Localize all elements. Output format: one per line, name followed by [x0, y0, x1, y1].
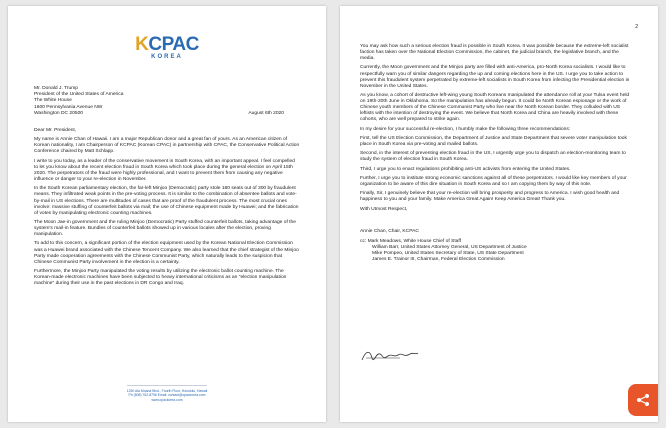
salutation: Dear Mr. President, — [34, 128, 77, 133]
paragraph: My name is Annie Chan of Hawaii. I am a major Republican donor and a great fan of yours. As an American citizen of Korean nationality, I am Chairperson of KCPAC (Korean CPAC) in partnership with CPAC, the Conservative Political Action Conference chaired by Matt Schlapp. — [34, 137, 300, 155]
paragraph: You may ask how such a serious election fraud is possible in South Korea. It was possible because the extreme-left socialist faction has taken over the National Election Commission, the cabinet, the judicial branch, the legislative branch, and the media. — [360, 44, 629, 62]
page-number: 2 — [635, 24, 638, 30]
paragraph: Currently, the Moon government and the Minjoo party are filled with anti-America, pro-North Korea socialists. I would like to respectfully warn you of similar dangers regarding the up and coming elections here in the US. I urge you to take action to prevent this fraudulent system perpetrated by extreme-left socialists in South Korea from infecting the Presidential election in November in the United States. — [360, 65, 630, 89]
letter-body-page-2 — [360, 44, 634, 263]
paragraph: Furthermore, the Minjoo Party manipulated the voting results by utilizing the electronic ballot counting machine. The Korean-made electronic machines have been subjected to heavy international criticisms as an "election manipulation machine" during their use in the past elections in DR Congo and Iraq. — [34, 269, 287, 287]
paragraph: Second, in the interest of preventing election fraud in the US, I urgently urge you to dispatch an election-monitoring team to study the system of election fraud in South Korea. — [360, 151, 626, 163]
paragraph: I write to you today, as a leader of the conservative movement in South Korea, with an important appeal. I feel compelled to let you know about the recent election fraud in South Korea which took place during the general election on April 15th 2020. The perpetrators of the fraud were highly professional, and I want to prevent them from causing any negative influence or danger to your re-election in November. — [34, 158, 295, 183]
paragraph: Third, I urge you to enact regulations prohibiting anti-US activists from entering the United States. — [360, 166, 571, 172]
letterhead-footer: 1250 Ala Moana Blvd., Fourth Floor, Honolulu, Hawaii Ph (808) 762-8796 Email: contact@cpackorea.com www.cpackorea.com — [8, 385, 326, 402]
closing: With Utmost Respect, — [360, 206, 408, 212]
recipient-address: Mr. Donald J. Trump President of the United States of America The White House 1600 Pennsylvania Avenue NW Washington DC 20500 — [34, 86, 124, 116]
handwritten-signature — [360, 346, 420, 366]
cc-list: cc: Mark Meadows, White House Chief of Staff William Barr, United States Attorney General, US Department of Justice Mike Pompeo, United States Secretary of State, US State Department James E. Trainor III, Chairman, Federal Election Commission — [360, 238, 527, 263]
letter-page-1 — [8, 6, 326, 422]
paragraph: The Moon Jae-in government and the ruling Minjoo (Democratic) Party stuffed counterfeit ballots, taking advantage of the system's mail-in feature. Bundles of counterfeit ballots showed up in various locales after the election, proving manipulation. — [34, 219, 296, 238]
paragraph: In my desire for your successful re-election, I humbly make the following three recommendations: — [360, 126, 571, 132]
paragraph: To add to this concern, a significant portion of the election equipment used by the Korean National Election Commission was a Huawei brand associated with the Chinese Tencent Company. We also learned that the chief strategist of the Minjoo Party made cooperation agreements with the Chinese Communist Party, which naturally leads to the suspicion that Chinese Communist Party involvement in the election is a certainty. — [34, 241, 299, 265]
paragraph: Further, I urge you to institute strong economic sanctions against all of these perpetrators. I would like key members of your organization to be aware of this dire situation in South Korea and so I am copying them by way of this note. — [360, 176, 627, 188]
share-icon — [636, 393, 650, 407]
kcpac-logo: KCPAC KOREA — [135, 34, 199, 60]
paragraph: Finally, Sir, I genuinely believe that your re-election will bring prosperity and progress to America. I wish good health and happiness to you and your family. Make America Great Again! Keep America Great! Thank you. — [360, 191, 620, 203]
footer-divider — [127, 385, 207, 386]
paragraph: As you know, a cohort of destructive left-wing young South Koreans manipulated the attendance roll at your Tulsa event held on 19th-20th June in Oklahoma. So the manipulation has already begun. It could be North Korean espionage or the work of Chinese youth members of the Chinese Communist Party who live near the North Korean border. They colluded with US leftists with the intention of destroying the event. We believe that North Korea and China are heavily involved with these cohorts, who are well prepared to strike again. — [360, 93, 630, 123]
signer-name: Annie Chan, Chair, KCPAC — [360, 228, 419, 234]
paragraph: In the South Korean parliamentary election, the far-left Minjoo (Democratic) party stole 180 seats out of 300 by fraudulent means. They infiltrated weak points in the pre-voting process. It is similar to the combination of absentee ballots and vote-by-mail in US elections. There are multitudes of cases that are proof of the fraudulent process. The most crucial ones involve: massive stuffing of counterfeit ballots via mail; the use of Chinese equipment made by Huawei; and the fabrication of votes by manipulating electronic counting machines. — [34, 186, 299, 216]
share-button[interactable] — [628, 384, 658, 416]
letter-body-page-1 — [34, 128, 300, 290]
letter-date: August 6th 2020 — [248, 111, 284, 116]
paragraph: First, tell the US Election Commission, the Department of Justice and State Department that severe voter manipulation took place in South Korea via pre-voting and mailed ballots. — [360, 135, 627, 148]
letter-page-2 — [340, 6, 658, 422]
